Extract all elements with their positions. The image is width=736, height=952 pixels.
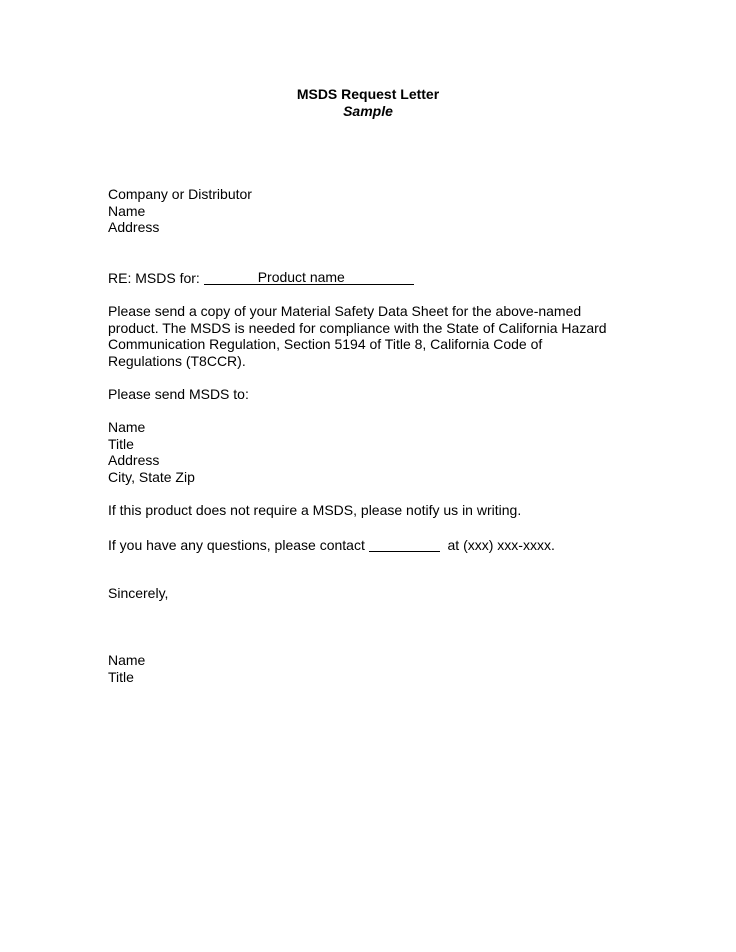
signature-block <box>108 652 648 685</box>
paragraph-line: Please send a copy of your Material Safety Data Sheet for the above-named <box>108 303 582 319</box>
signature-name: Name <box>108 652 146 668</box>
recipient-address: Address <box>108 219 160 235</box>
send-to-name: Name <box>108 419 146 435</box>
paragraph-line: Communication Regulation, Section 5194 of Title 8, California Code of <box>108 336 543 352</box>
questions-line <box>108 536 648 554</box>
letter-subtitle: Sample <box>343 103 393 119</box>
send-to-city-state-zip: City, State Zip <box>108 468 195 485</box>
send-to-title: Title <box>108 435 134 452</box>
send-to-label: Please send MSDS to: <box>108 386 249 402</box>
request-paragraph <box>108 303 648 369</box>
questions-prefix: If you have any questions, please contact <box>108 537 365 553</box>
send-to-address: Address <box>108 452 160 468</box>
recipient-block <box>108 186 648 236</box>
re-line <box>108 269 414 287</box>
questions-suffix: at (xxx) xxx-xxxx. <box>447 537 555 553</box>
re-label: RE: MSDS for: <box>108 270 200 286</box>
send-to-block <box>108 419 648 485</box>
recipient-name: Name <box>108 202 146 219</box>
recipient-company: Company or Distributor <box>108 186 252 202</box>
paragraph-line: product. The MSDS is needed for compliance with the State of California Hazard <box>108 319 607 336</box>
salutation: Sincerely, <box>108 585 169 601</box>
paragraph-line: Regulations (T8CCR). <box>108 352 246 369</box>
contact-blank <box>369 536 440 552</box>
signature-title: Title <box>108 668 134 685</box>
notify-line: If this product does not require a MSDS, please notify us in writing. <box>108 502 522 518</box>
letter-title: MSDS Request Letter <box>296 86 440 102</box>
product-name-blank <box>204 269 414 285</box>
product-name-placeholder: Product name <box>257 269 345 285</box>
